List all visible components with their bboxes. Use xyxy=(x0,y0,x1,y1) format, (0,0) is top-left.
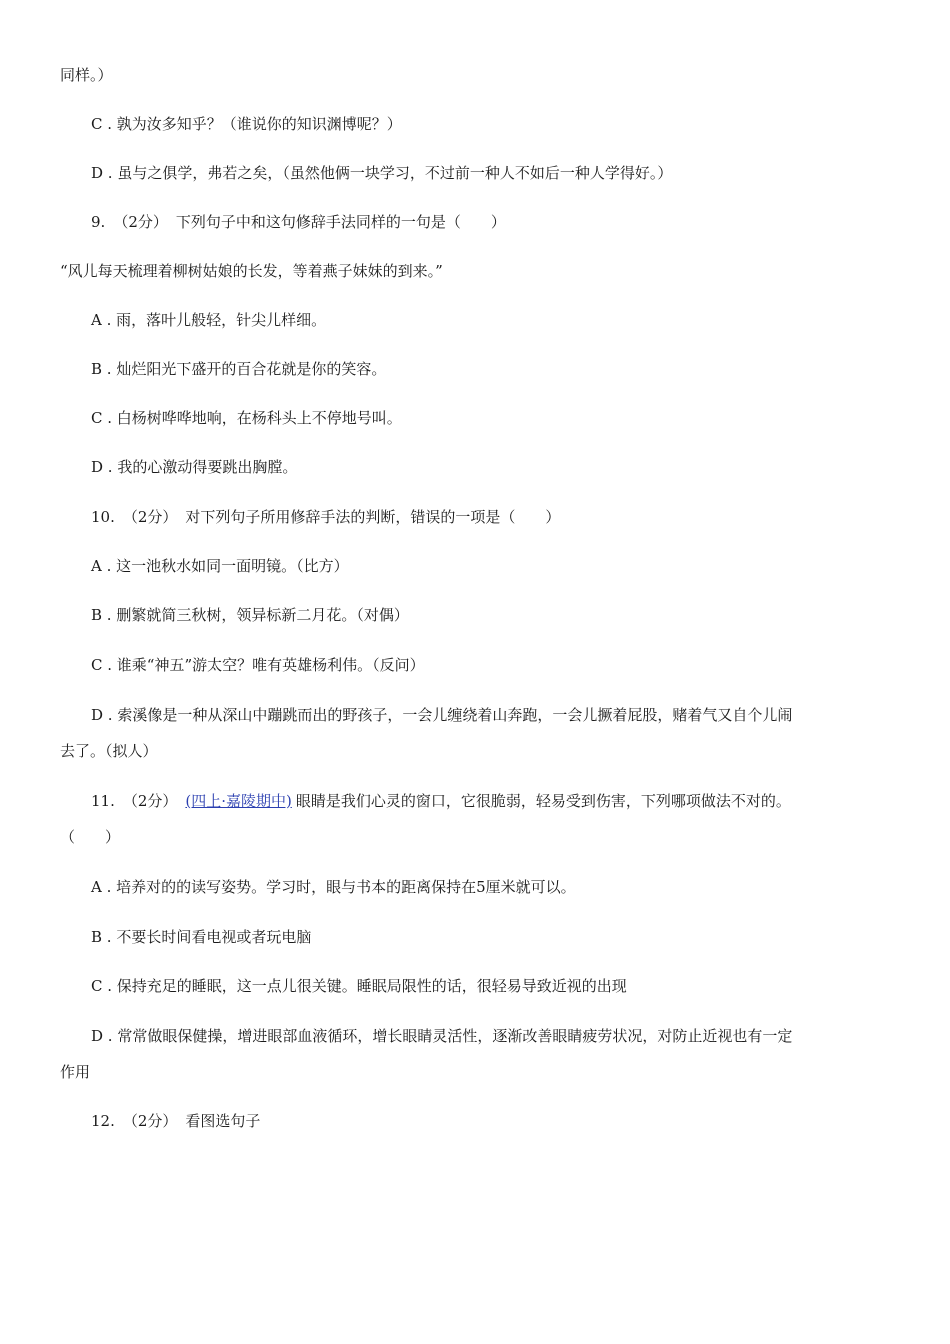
option-text: B . 删繁就简三秋树，领异标新二月花。（对偶） xyxy=(91,606,409,624)
question-score: （2分） xyxy=(122,1112,178,1130)
option-text: D . 索溪像是一种从深山中蹦跳而出的野孩子，一会儿缠绕着山奔跑，一会儿撅着屁股，赌着气又自个儿闹 xyxy=(91,706,793,724)
question-text: 眼睛是我们心灵的窗口，它很脆弱，轻易受到伤害，下列哪项做法不对的。 xyxy=(295,792,791,810)
line-text: （ ） xyxy=(60,828,121,846)
question-score: （2分） xyxy=(122,792,178,810)
question-text: 下列句子中和这句修辞手法同样的一句是（ ） xyxy=(175,213,506,231)
question-number: 11. xyxy=(91,792,115,810)
option-text: A . 雨，落叶儿般轻，针尖儿样细。 xyxy=(91,311,327,329)
option-d-continuation xyxy=(60,740,158,762)
option-text: D . 我的心激动得要跳出胸膛。 xyxy=(91,458,298,476)
question-number: 9. xyxy=(91,213,106,231)
source-link[interactable]: (四上·嘉陵期中) xyxy=(185,792,292,810)
question-number: 12. xyxy=(91,1112,115,1130)
line-text: 同样。） xyxy=(60,66,113,84)
question-text: 对下列句子所用修辞手法的判断，错误的一项是（ ） xyxy=(185,508,561,526)
question-11 xyxy=(91,790,791,812)
option-text: D . 常常做眼保健操，增进眼部血液循环，增长眼睛灵活性，逐渐改善眼睛疲劳状况，对防止近视也有一定 xyxy=(91,1027,793,1045)
line-text: 作用 xyxy=(60,1063,91,1081)
option-d xyxy=(91,1025,792,1047)
option-text: D . 虽与之俱学，弗若之矣，（虽然他俩一块学习，不过前一种人不如后一种人学得好。） xyxy=(91,164,673,182)
answer-continuation xyxy=(60,64,113,86)
option-text: C . 谁乘“神五”游太空？唯有英雄杨利伟。（反问） xyxy=(91,656,425,674)
option-d xyxy=(91,456,297,478)
quoted-sentence xyxy=(60,260,443,282)
option-text: B . 不要长时间看电视或者玩电脑 xyxy=(91,928,312,946)
option-a xyxy=(91,309,326,331)
question-score: （2分） xyxy=(122,508,178,526)
option-d xyxy=(91,162,672,184)
option-c xyxy=(91,654,425,676)
question-12 xyxy=(91,1110,260,1132)
line-text: 去了。（拟人） xyxy=(60,742,158,760)
option-c xyxy=(91,407,402,429)
option-c xyxy=(91,113,402,135)
option-b xyxy=(91,358,386,380)
option-d xyxy=(91,704,792,726)
option-a xyxy=(91,555,349,577)
option-text: A . 培养对的的读写姿势。学习时，眼与书本的距离保持在5厘米就可以。 xyxy=(91,878,576,896)
question-9 xyxy=(91,211,506,233)
line-text: “风儿每天梳理着柳树姑娘的长发，等着燕子妹妹的到来。” xyxy=(60,262,443,280)
option-text: C . 白杨树哗哗地响，在杨科头上不停地号叫。 xyxy=(91,409,402,427)
option-b xyxy=(91,926,311,948)
option-c xyxy=(91,975,627,997)
option-a xyxy=(91,876,576,898)
option-text: A . 这一池秋水如同一面明镜。（比方） xyxy=(91,557,349,575)
option-text: C . 孰为汝多知乎？（谁说你的知识渊博呢？） xyxy=(91,115,402,133)
answer-bracket xyxy=(60,826,120,848)
question-10 xyxy=(91,506,560,528)
option-b xyxy=(91,604,409,626)
question-score: （2分） xyxy=(113,213,168,231)
option-text: C . 保持充足的睡眠，这一点儿很关键。睡眠局限性的话，很轻易导致近视的出现 xyxy=(91,977,627,995)
option-d-continuation xyxy=(60,1061,90,1083)
option-text: B . 灿烂阳光下盛开的百合花就是你的笑容。 xyxy=(91,360,387,378)
question-text: 看图选句子 xyxy=(185,1112,261,1130)
question-number: 10. xyxy=(91,508,115,526)
